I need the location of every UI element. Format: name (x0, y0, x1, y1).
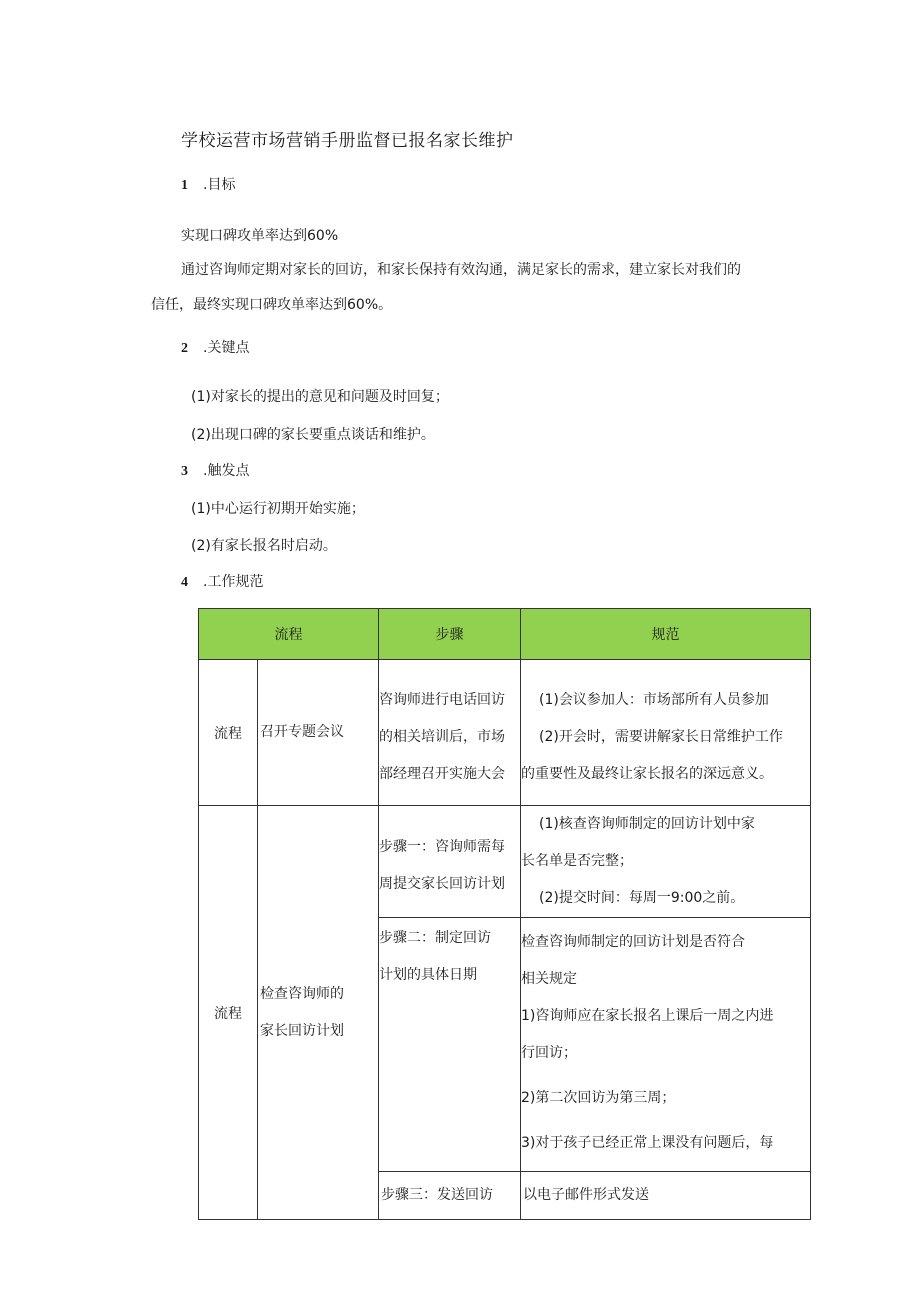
spec-line: (2)提交时间：每周一9:00之前。 (539, 890, 745, 906)
spec-line: 检查咨询师制定的回访计划是否符合 (521, 934, 745, 950)
key-point-1: (1)对家长的提出的意见和问题及时回复； (191, 389, 449, 405)
spec-line: 3)对于孩子已经正常上课没有问题后，每 (521, 1135, 774, 1151)
key-point-2: (2)出现口碑的家长要重点谈话和维护。 (191, 427, 435, 443)
step-line: 的相关培训后，市场 (379, 729, 505, 745)
process-cell: 流程 (199, 660, 258, 806)
goal-line-1: 实现口碑攻单率达到60% (181, 228, 339, 244)
section-spec-heading (181, 571, 263, 591)
step-cell (379, 918, 521, 1172)
section-number: 3 (181, 464, 188, 479)
spec-cell (521, 918, 811, 1172)
process-name-line: 检查咨询师的 (260, 985, 344, 1002)
process-name-line: 家长回访计划 (260, 1022, 344, 1039)
section-keypoints-heading (181, 337, 249, 357)
header-steps: 步骤 (379, 609, 521, 660)
process-cell: 流程 (199, 806, 258, 1220)
work-spec-table (198, 608, 811, 1220)
spec-line: (1)会议参加人：市场部所有人员参加 (539, 692, 769, 708)
table-row (199, 660, 811, 806)
step-cell (379, 660, 521, 806)
header-spec: 规范 (521, 609, 811, 660)
header-process: 流程 (199, 609, 379, 660)
process-name-cell: 召开专题会议 (258, 660, 379, 806)
step-line: 步骤一：咨询师需每 (379, 838, 505, 855)
step-cell: 步骤三：发送回访 (379, 1172, 521, 1220)
step-cell (379, 806, 521, 918)
goal-line-2: 通过咨询师定期对家长的回访，和家长保持有效沟通，满足家长的需求，建立家长对我们的 (181, 262, 741, 278)
trigger-1: (1)中心运行初期开始实施； (191, 501, 365, 517)
table-row (199, 806, 811, 918)
step-line: 计划的具体日期 (379, 967, 477, 983)
spec-cell (521, 660, 811, 806)
spec-line: (1)核查咨询师制定的回访计划中家 (539, 816, 755, 832)
table-header-row (199, 609, 811, 660)
spec-line: 相关规定 (521, 971, 577, 987)
step-line: 步骤二：制定回访 (379, 930, 491, 946)
goal-line-3: 信任，最终实现口碑攻单率达到60%。 (151, 297, 393, 313)
trigger-2: (2)有家长报名时启动。 (191, 538, 337, 554)
spec-line: 2)第二次回访为第三周； (521, 1090, 676, 1106)
step-line: 咨询师进行电话回访 (379, 692, 505, 708)
spec-line: 的重要性及最终让家长报名的深远意义。 (521, 766, 773, 782)
spec-line: (2)开会时，需要讲解家长日常维护工作 (539, 729, 783, 745)
spec-line: 1)咨询师应在家长报名上课后一周之内进 (521, 1008, 774, 1024)
step-line: 部经理召开实施大会 (379, 766, 505, 782)
process-name-cell (258, 806, 379, 1220)
section-label: .关键点 (203, 340, 250, 356)
page-title: 学校运营市场营销手册监督已报名家长维护 (181, 131, 514, 151)
spec-line: 长名单是否完整； (521, 853, 633, 869)
section-number: 4 (181, 575, 188, 590)
spec-cell (521, 806, 811, 918)
step-line: 周提交家长回访计划 (379, 875, 505, 892)
section-label: .触发点 (203, 463, 250, 479)
section-trigger-heading (181, 460, 249, 480)
section-label: .工作规范 (203, 574, 264, 590)
spec-line: 行回访； (521, 1045, 577, 1061)
section-number: 1 (181, 178, 188, 193)
section-number: 2 (181, 341, 188, 356)
spec-cell: 以电子邮件形式发送 (521, 1172, 811, 1220)
section-label: .目标 (203, 177, 236, 193)
section-goal-heading (181, 174, 235, 194)
